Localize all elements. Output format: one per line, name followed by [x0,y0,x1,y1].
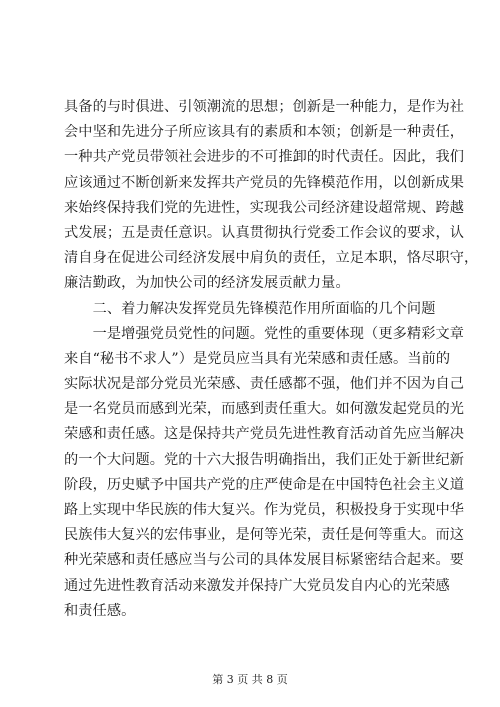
page-footer: 第 3 页 共 8 页 [212,673,288,686]
text-line: 路上实现中华民族的伟大复兴。作为党员，积极投身于实现中华 [64,502,465,518]
text-line: 种光荣感和责任感应当与公司的具体发展目标紧密结合起来。要 [64,552,465,569]
text-line: 的一个大问题。党的十六大报告明确指出，我们正处于新世纪新 [64,451,465,468]
text-line: 通过先进性教育活动来激发并保持广大党员发自内心的光荣感 [64,577,450,594]
text-line: 是一名党员而感到光荣，而感到责任重大。如何激发起党员的光 [64,401,465,418]
text-line: 应该通过不断创新来发挥共产党员的先锋模范作用，以创新成果 [64,174,465,191]
text-line: 一是增强党员党性的问题。党性的重要体现（更多精彩文章 [64,325,465,342]
text-line: 廉洁勤政，为加快公司的经济发展贡献力量。 [64,275,350,292]
text-line: 会中坚和先进分子所应该具有的素质和本领；创新是一种责任， [64,124,465,141]
text-line: 一种共产党员带领社会进步的不可推卸的时代责任。因此，我们 [64,149,465,166]
text-line: 式发展；五是责任意识。认真贯彻执行党委工作会议的要求，认 [64,224,465,241]
body-text [64,95,479,624]
text-line: 和责任感。 [64,602,136,619]
text-line: 具备的与时俱进、引领潮流的思想；创新是一种能力，是作为社 [64,99,465,115]
text-line: 阶段，历史赋予中国共产党的庄严使命是在中国特色社会主义道 [64,476,465,493]
section-heading: 二、着力解决发挥党员先锋模范作用所面临的几个问题 [64,300,436,317]
text-line: 实际状况是部分党员光荣感、责任感都不强，他们并不因为自己 [64,376,465,393]
text-line: 荣感和责任感。这是保持共产党员先进性教育活动首先应当解决 [64,426,465,443]
text-line: 民族伟大复兴的宏伟事业，是何等光荣，责任是何等重大。而这 [64,527,465,544]
text-line: 来自“秘书不求人”）是党员应当具有光荣感和责任感。当前的 [64,350,451,367]
text-line: 清自身在促进公司经济发展中肩负的责任，立足本职，恪尽职守， [64,250,479,267]
text-line: 来始终保持我们党的先进性，实现我公司经济建设超常规、跨越 [64,199,465,216]
